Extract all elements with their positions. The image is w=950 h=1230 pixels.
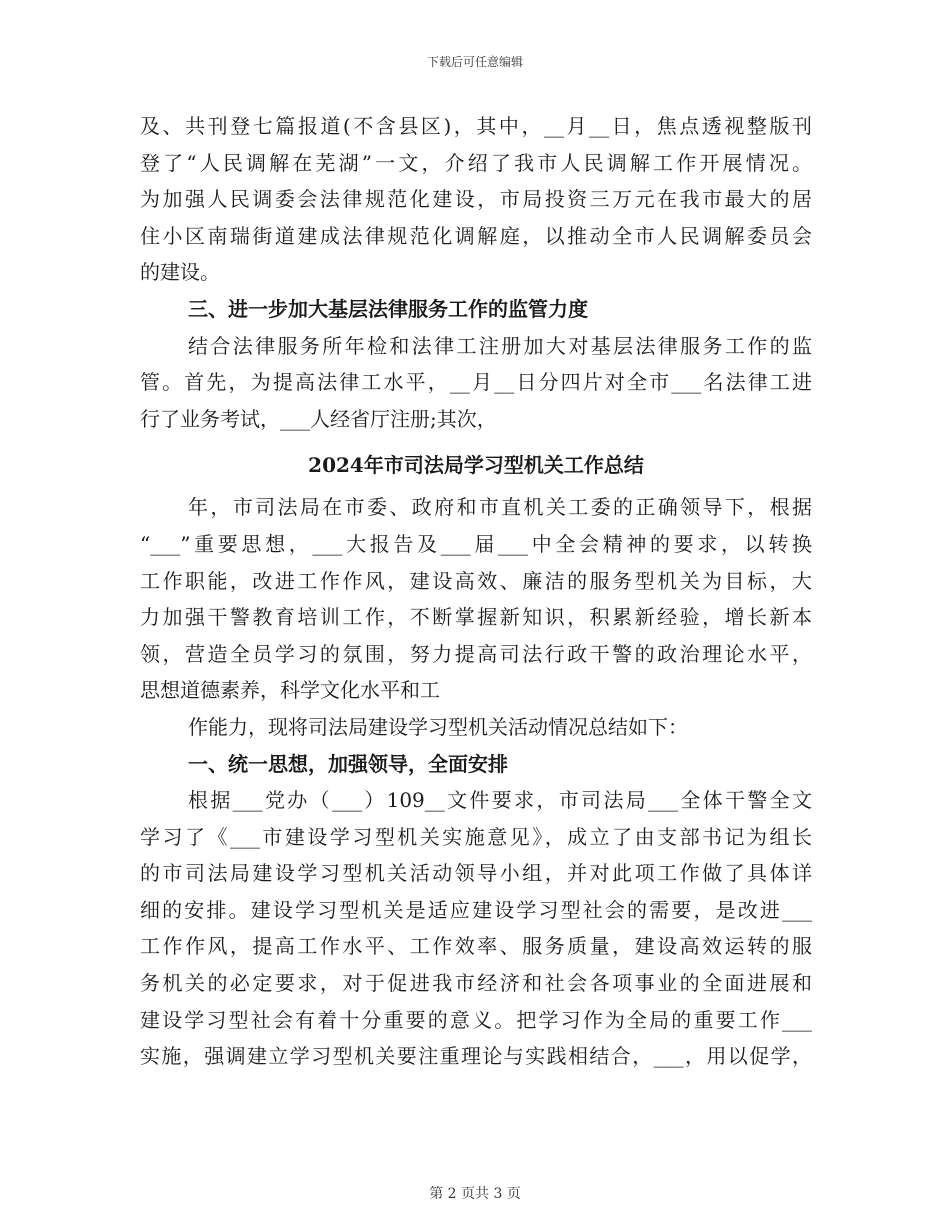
text-line: 年，市司法局在市委、政府和市直机关工委的正确领导下，根据 [188,495,812,520]
text-line: “___”重要思想，___大报告及___届___中全会精神的要求，以转换 [140,531,812,556]
text-line: 实施，强调建立学习型机关要注重理论与实践相结合，___，用以促学， [140,1044,812,1069]
text-line: 根据___党办（___）109__文件要求，市司法局___全体干警全文 [188,788,812,813]
text-line: 领，营造全员学习的氛围，努力提高司法行政干警的政治理论水平， [140,641,812,666]
text-line: 住小区南瑞街道建成法律规范化调解庭，以推动全市人民调解委员会 [140,223,812,248]
text-line: 学习了《___市建设学习型机关实施意见》，成立了由支部书记为组长 [140,824,812,849]
text-line: 力加强干警教育培训工作，不断掌握新知识，积累新经验，增长新本 [140,605,812,630]
text-line: 细的安排。建设学习型机关是适应建设学习型社会的需要，是改进___ [140,897,812,922]
text-line: 工作职能，改进工作作风，建设高效、廉洁的服务型机关为目标，大 [140,568,812,593]
section-heading-3: 三、进一步加大基层法律服务工作的监管力度 [188,296,588,321]
text-line: 结合法律服务所年检和法律工注册加大对基层法律服务工作的监 [188,333,812,358]
page-header: 下载后可任意编辑 [426,55,523,69]
text-line: 建设学习型社会有着十分重要的意义。把学习作为全局的重要工作___ [140,1007,812,1032]
text-line: 务机关的必定要求，对于促进我市经济和社会各项事业的全面进展和 [140,971,812,996]
document-title: 2024年市司法局学习型机关工作总结 [308,453,644,478]
text-line: 行了业务考试，___人经省厅注册;其次， [140,406,497,431]
section-heading-1: 一、统一思想，加强领导，全面安排 [188,751,508,776]
document-body [140,108,812,1075]
text-line: 思想道德素养，科学文化水平和工 [140,678,440,703]
text-line: 为加强人民调委会法律规范化建设，市局投资三万元在我市最大的居 [140,187,812,212]
text-line: 作能力，现将司法局建设学习型机关活动情况总结如下： [188,714,688,739]
text-line: 的市司法局建设学习型机关活动领导小组，并对此项工作做了具体详 [140,861,812,886]
text-line: 的建设。 [140,260,220,285]
text-line: 及、共刊登七篇报道(不含县区)，其中，__月__日，焦点透视整版刊 [140,114,812,138]
text-line: 工作作风，提高工作水平、工作效率、服务质量，建设高效运转的服 [140,934,812,959]
text-line: 登了“人民调解在芜湖”一文，介绍了我市人民调解工作开展情况。 [140,150,812,175]
page-footer: 第 2 页共 3 页 [429,1186,521,1202]
text-line: 管。首先，为提高法律工水平，__月__日分四片对全市___名法律工进 [140,370,812,395]
